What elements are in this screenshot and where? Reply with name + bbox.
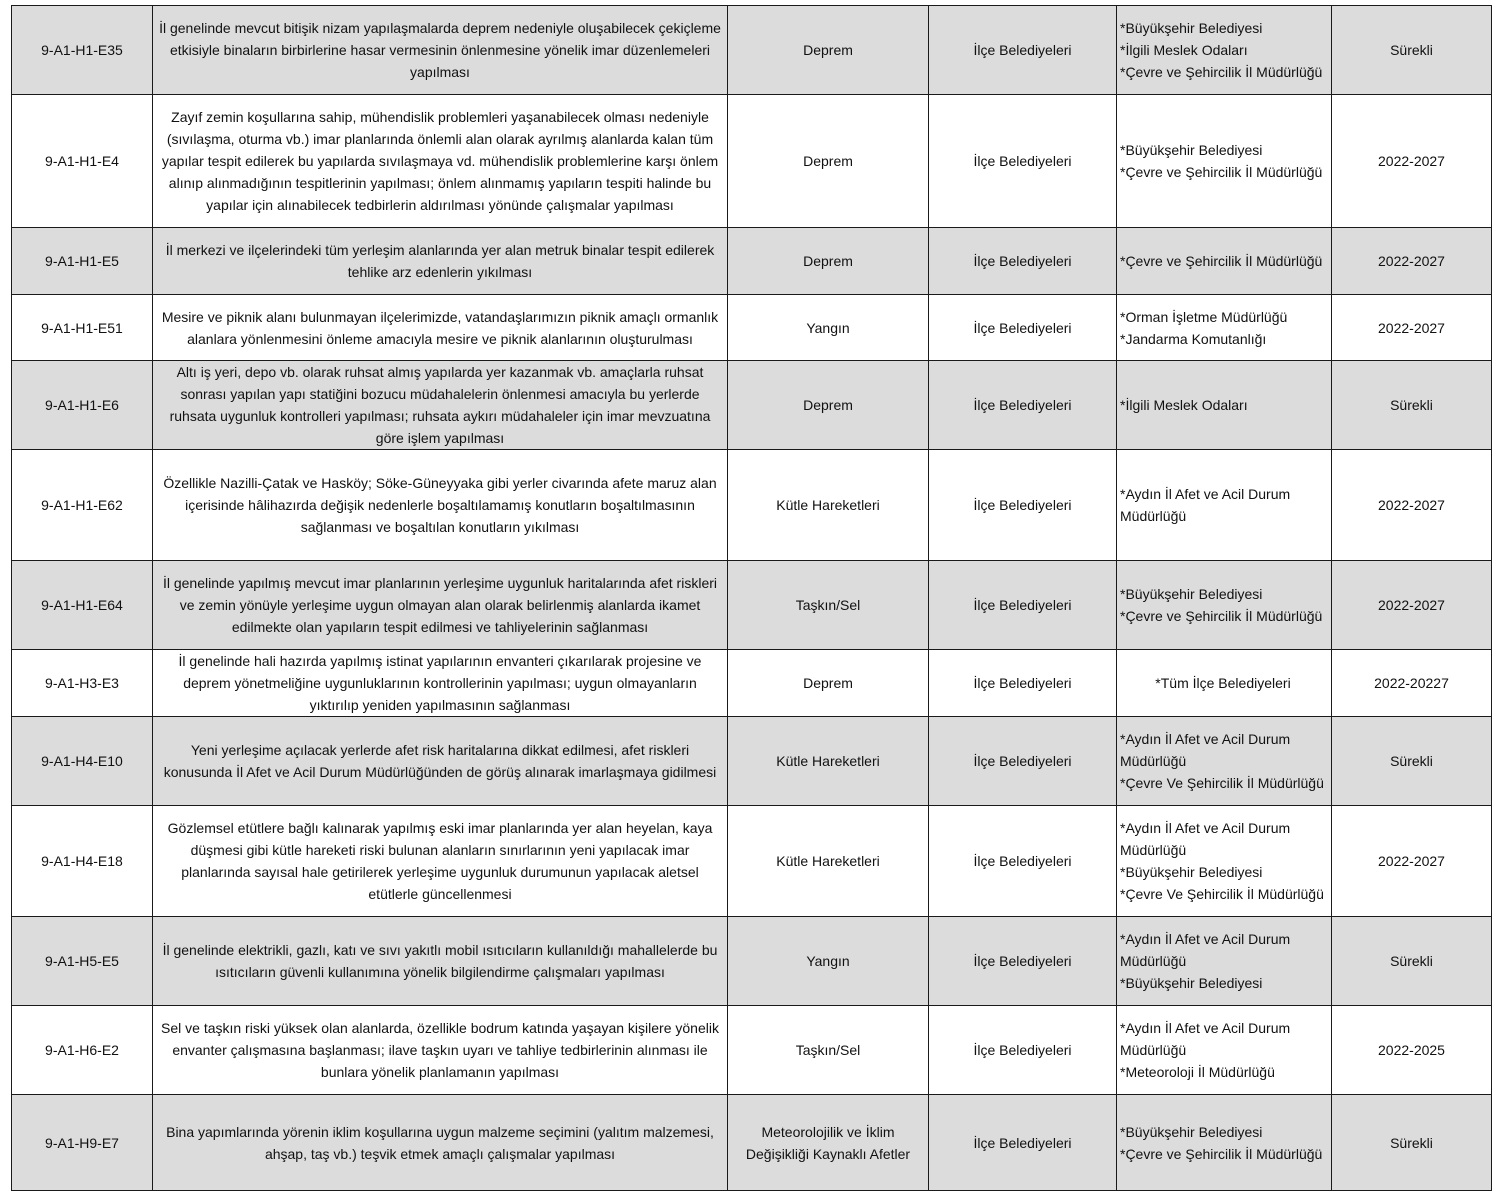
lead-institution: İlçe Belediyeleri (929, 450, 1117, 561)
hazard-type: Meteorolojilik ve İklim Değişikliği Kaynaklı Afetler (728, 1095, 929, 1191)
period: 2022-2027 (1332, 561, 1492, 650)
hazard-type: Yangın (728, 295, 929, 361)
partner-item: *Tüm İlçe Belediyeleri (1155, 675, 1291, 691)
period: 2022-2025 (1332, 1006, 1492, 1095)
action-code: 9-A1-H1-E4 (12, 95, 153, 228)
action-code: 9-A1-H1-E64 (12, 561, 153, 650)
action-plan-table (11, 5, 1492, 1191)
period: Sürekli (1332, 717, 1492, 806)
action-description: Sel ve taşkın riski yüksek olan alanlarda, özellikle bodrum katında yaşayan kişilere yönelik envanter çalışmasına başlanması; ilave taşkın uyarı ve tahliye tedbirlerinin alınması ile bunlara yönelik planlamanın yapılması (153, 1006, 728, 1095)
partner-item: *Büyükşehir Belediyesi (1120, 20, 1263, 36)
action-description: İl genelinde elektrikli, gazlı, katı ve sıvı yakıtlı mobil ısıtıcıların kullanıldığı mahallelerde bu ısıtıcıların güvenli kullanımına yönelik bilgilendirme çalışmaları yapılması (153, 917, 728, 1006)
partner-institutions (1117, 1006, 1332, 1095)
action-description: Bina yapımlarında yörenin iklim koşullarına uygun malzeme seçimini (yalıtım malzemesi, ahşap, taş vb.) teşvik etmek amaçlı çalışmalar yapılması (153, 1095, 728, 1191)
period: 2022-2027 (1332, 295, 1492, 361)
partner-item: *Aydın İl Afet ve Acil Durum Müdürlüğü (1120, 931, 1291, 969)
period: 2022-2027 (1332, 228, 1492, 295)
lead-institution: İlçe Belediyeleri (929, 6, 1117, 95)
period: 2022-2027 (1332, 95, 1492, 228)
partner-item: *Çevre ve Şehircilik İl Müdürlüğü (1120, 164, 1323, 180)
partner-item: *Jandarma Komutanlığı (1120, 330, 1267, 347)
partner-institutions (1117, 917, 1332, 1006)
period: Sürekli (1332, 6, 1492, 95)
table-row (12, 450, 1492, 561)
partner-institutions (1117, 295, 1332, 361)
period: 2022-2027 (1332, 806, 1492, 917)
partner-item: *Büyükşehir Belediyesi (1120, 1123, 1263, 1140)
table-row (12, 917, 1492, 1006)
table-row (12, 6, 1492, 95)
table-row (12, 95, 1492, 228)
hazard-type: Deprem (728, 361, 929, 450)
action-code: 9-A1-H1-E62 (12, 450, 153, 561)
hazard-type: Kütle Hareketleri (728, 450, 929, 561)
partner-item: *Büyükşehir Belediyesi (1120, 975, 1263, 991)
partner-institutions (1117, 806, 1332, 917)
hazard-type: Taşkın/Sel (728, 561, 929, 650)
action-code: 9-A1-H1-E6 (12, 361, 153, 450)
partner-institutions (1117, 561, 1332, 650)
period: 2022-20227 (1332, 650, 1492, 717)
action-code: 9-A1-H1-E35 (12, 6, 153, 95)
partner-institutions (1117, 228, 1332, 295)
period: Sürekli (1332, 917, 1492, 1006)
partner-item: *Büyükşehir Belediyesi (1120, 142, 1263, 158)
partner-institutions (1117, 650, 1332, 717)
table-row (12, 561, 1492, 650)
action-code: 9-A1-H5-E5 (12, 917, 153, 1006)
partner-item: *Çevre ve Şehircilik İl Müdürlüğü (1120, 253, 1323, 269)
hazard-type: Yangın (728, 917, 929, 1006)
period: 2022-2027 (1332, 450, 1492, 561)
partner-item: *Çevre ve Şehircilik İl Müdürlüğü (1120, 1145, 1323, 1162)
lead-institution: İlçe Belediyeleri (929, 361, 1117, 450)
action-code: 9-A1-H9-E7 (12, 1095, 153, 1191)
action-description: Mesire ve piknik alanı bulunmayan ilçelerimizde, vatandaşlarımızın piknik amaçlı ormanlık alanlara yönlenmesini önleme amacıyla mesire ve piknik alanlarının oluşturulması (153, 295, 728, 361)
lead-institution: İlçe Belediyeleri (929, 295, 1117, 361)
table-row (12, 1095, 1492, 1191)
lead-institution: İlçe Belediyeleri (929, 228, 1117, 295)
partner-item: *Çevre Ve Şehircilik İl Müdürlüğü (1120, 886, 1324, 902)
partner-institutions (1117, 450, 1332, 561)
lead-institution: İlçe Belediyeleri (929, 95, 1117, 228)
action-code: 9-A1-H6-E2 (12, 1006, 153, 1095)
action-description: Yeni yerleşime açılacak yerlerde afet risk haritalarına dikkat edilmesi, afet riskleri konusunda İl Afet ve Acil Durum Müdürlüğünden de görüş alınarak imarlaşmaya gidilmesi (153, 717, 728, 806)
action-description: İl genelinde mevcut bitişik nizam yapılaşmalarda deprem nedeniyle oluşabilecek çekiçleme etkisiyle binaların birbirlerine hasar vermesinin önlenmesine yönelik imar düzenlemeleri yapılması (153, 6, 728, 95)
partner-item: *Aydın İl Afet ve Acil Durum Müdürlüğü (1120, 820, 1291, 858)
table-row (12, 806, 1492, 917)
hazard-type: Taşkın/Sel (728, 1006, 929, 1095)
partner-item: *İlgili Meslek Odaları (1120, 42, 1248, 58)
partner-item: *Çevre ve Şehircilik İl Müdürlüğü (1120, 64, 1323, 80)
table-row (12, 717, 1492, 806)
hazard-type: Kütle Hareketleri (728, 806, 929, 917)
lead-institution: İlçe Belediyeleri (929, 561, 1117, 650)
partner-institutions (1117, 717, 1332, 806)
action-code: 9-A1-H4-E10 (12, 717, 153, 806)
action-description: İl genelinde yapılmış mevcut imar planlarının yerleşime uygunluk haritalarında afet riskleri ve zemin yönüyle yerleşime uygun olmayan alan olarak belirlenmiş alanlarda ikamet edilmekte olan yapıların tespit edilmesi ve tahliyelerinin sağlanması (153, 561, 728, 650)
lead-institution: İlçe Belediyeleri (929, 1006, 1117, 1095)
partner-item: *Aydın İl Afet ve Acil Durum Müdürlüğü (1120, 731, 1291, 769)
actions-table (11, 5, 1492, 1191)
action-code: 9-A1-H3-E3 (12, 650, 153, 717)
hazard-type: Kütle Hareketleri (728, 717, 929, 806)
partner-item: *Meteoroloji İl Müdürlüğü (1120, 1064, 1275, 1080)
action-description: İl merkezi ve ilçelerindeki tüm yerleşim alanlarında yer alan metruk binalar tespit edilerek tehlike arz edenlerin yıkılması (153, 228, 728, 295)
table-row (12, 228, 1492, 295)
partner-item: *Büyükşehir Belediyesi (1120, 586, 1263, 602)
partner-institutions (1117, 6, 1332, 95)
action-description: Gözlemsel etütlere bağlı kalınarak yapılmış eski imar planlarında yer alan heyelan, kaya düşmesi gibi kütle hareketi riski bulunan alanların sınırlarının yeni yapılacak imar planlarında sayısal hale getirilerek yerleşime uygunluk durumunun yapılacak aletsel etütlerle güncellenmesi (153, 806, 728, 917)
hazard-type: Deprem (728, 6, 929, 95)
partner-item: *Aydın İl Afet ve Acil Durum Müdürlüğü (1120, 1020, 1291, 1058)
partner-item: *Çevre Ve Şehircilik İl Müdürlüğü (1120, 775, 1324, 791)
hazard-type: Deprem (728, 228, 929, 295)
table-row (12, 1006, 1492, 1095)
partner-item: *Çevre ve Şehircilik İl Müdürlüğü (1120, 608, 1323, 624)
lead-institution: İlçe Belediyeleri (929, 806, 1117, 917)
period: Sürekli (1332, 361, 1492, 450)
partner-item: *Orman İşletme Müdürlüğü (1120, 308, 1288, 325)
partner-institutions (1117, 361, 1332, 450)
partner-institutions (1117, 1095, 1332, 1191)
partner-item: *Büyükşehir Belediyesi (1120, 864, 1263, 880)
partner-item: *İlgili Meslek Odaları (1120, 397, 1248, 413)
lead-institution: İlçe Belediyeleri (929, 917, 1117, 1006)
partner-item: *Aydın İl Afet ve Acil Durum Müdürlüğü (1120, 486, 1291, 524)
lead-institution: İlçe Belediyeleri (929, 1095, 1117, 1191)
lead-institution: İlçe Belediyeleri (929, 650, 1117, 717)
partner-institutions (1117, 95, 1332, 228)
table-row (12, 295, 1492, 361)
lead-institution: İlçe Belediyeleri (929, 717, 1117, 806)
hazard-type: Deprem (728, 650, 929, 717)
action-code: 9-A1-H1-E51 (12, 295, 153, 361)
action-code: 9-A1-H1-E5 (12, 228, 153, 295)
table-row (12, 361, 1492, 450)
action-code: 9-A1-H4-E18 (12, 806, 153, 917)
table-row (12, 650, 1492, 717)
period: Sürekli (1332, 1095, 1492, 1191)
action-description: Altı iş yeri, depo vb. olarak ruhsat almış yapılarda yer kazanmak vb. amaçlarla ruhsat sonrası yapılan yapı statiğini bozucu müdahalelerin önlenmesi amacıyla bu yerlerde ruhsata uygunluk kontrolleri yapılması; ruhsata aykırı müdahaleler için imar mevzuatına göre işlem yapılması (153, 361, 728, 450)
action-description: Zayıf zemin koşullarına sahip, mühendislik problemleri yaşanabilecek olması nedeniyle (sıvılaşma, oturma vb.) imar planlarında önlemli alan olarak ayrılmış alanlarda kalan tüm yapılar tespit edilerek bu yapılarda sıvılaşmaya vd. mühendislik problemlerine karşı önlem alınıp alınmadığının tespitlerinin yapılması; önlem alınmamış yapıların tespiti halinde bu yapılar için alınabilecek tedbirlerin aldırılması yönünde çalışmalar yapılması (153, 95, 728, 228)
action-description: İl genelinde hali hazırda yapılmış istinat yapılarının envanteri çıkarılarak projesine ve deprem yönetmeliğine uygunluklarının kontrollerinin yapılması; uygun olmayanların yıktırılıp yeniden yapılmasının sağlanması (153, 650, 728, 717)
action-description: Özellikle Nazilli-Çatak ve Hasköy; Söke-Güneyyaka gibi yerler civarında afete maruz alan içerisinde hâlihazırda değişik nedenlerle boşaltılamamış konutların boşaltılmasının sağlanması ve boşaltılan konutların yıkılması (153, 450, 728, 561)
hazard-type: Deprem (728, 95, 929, 228)
